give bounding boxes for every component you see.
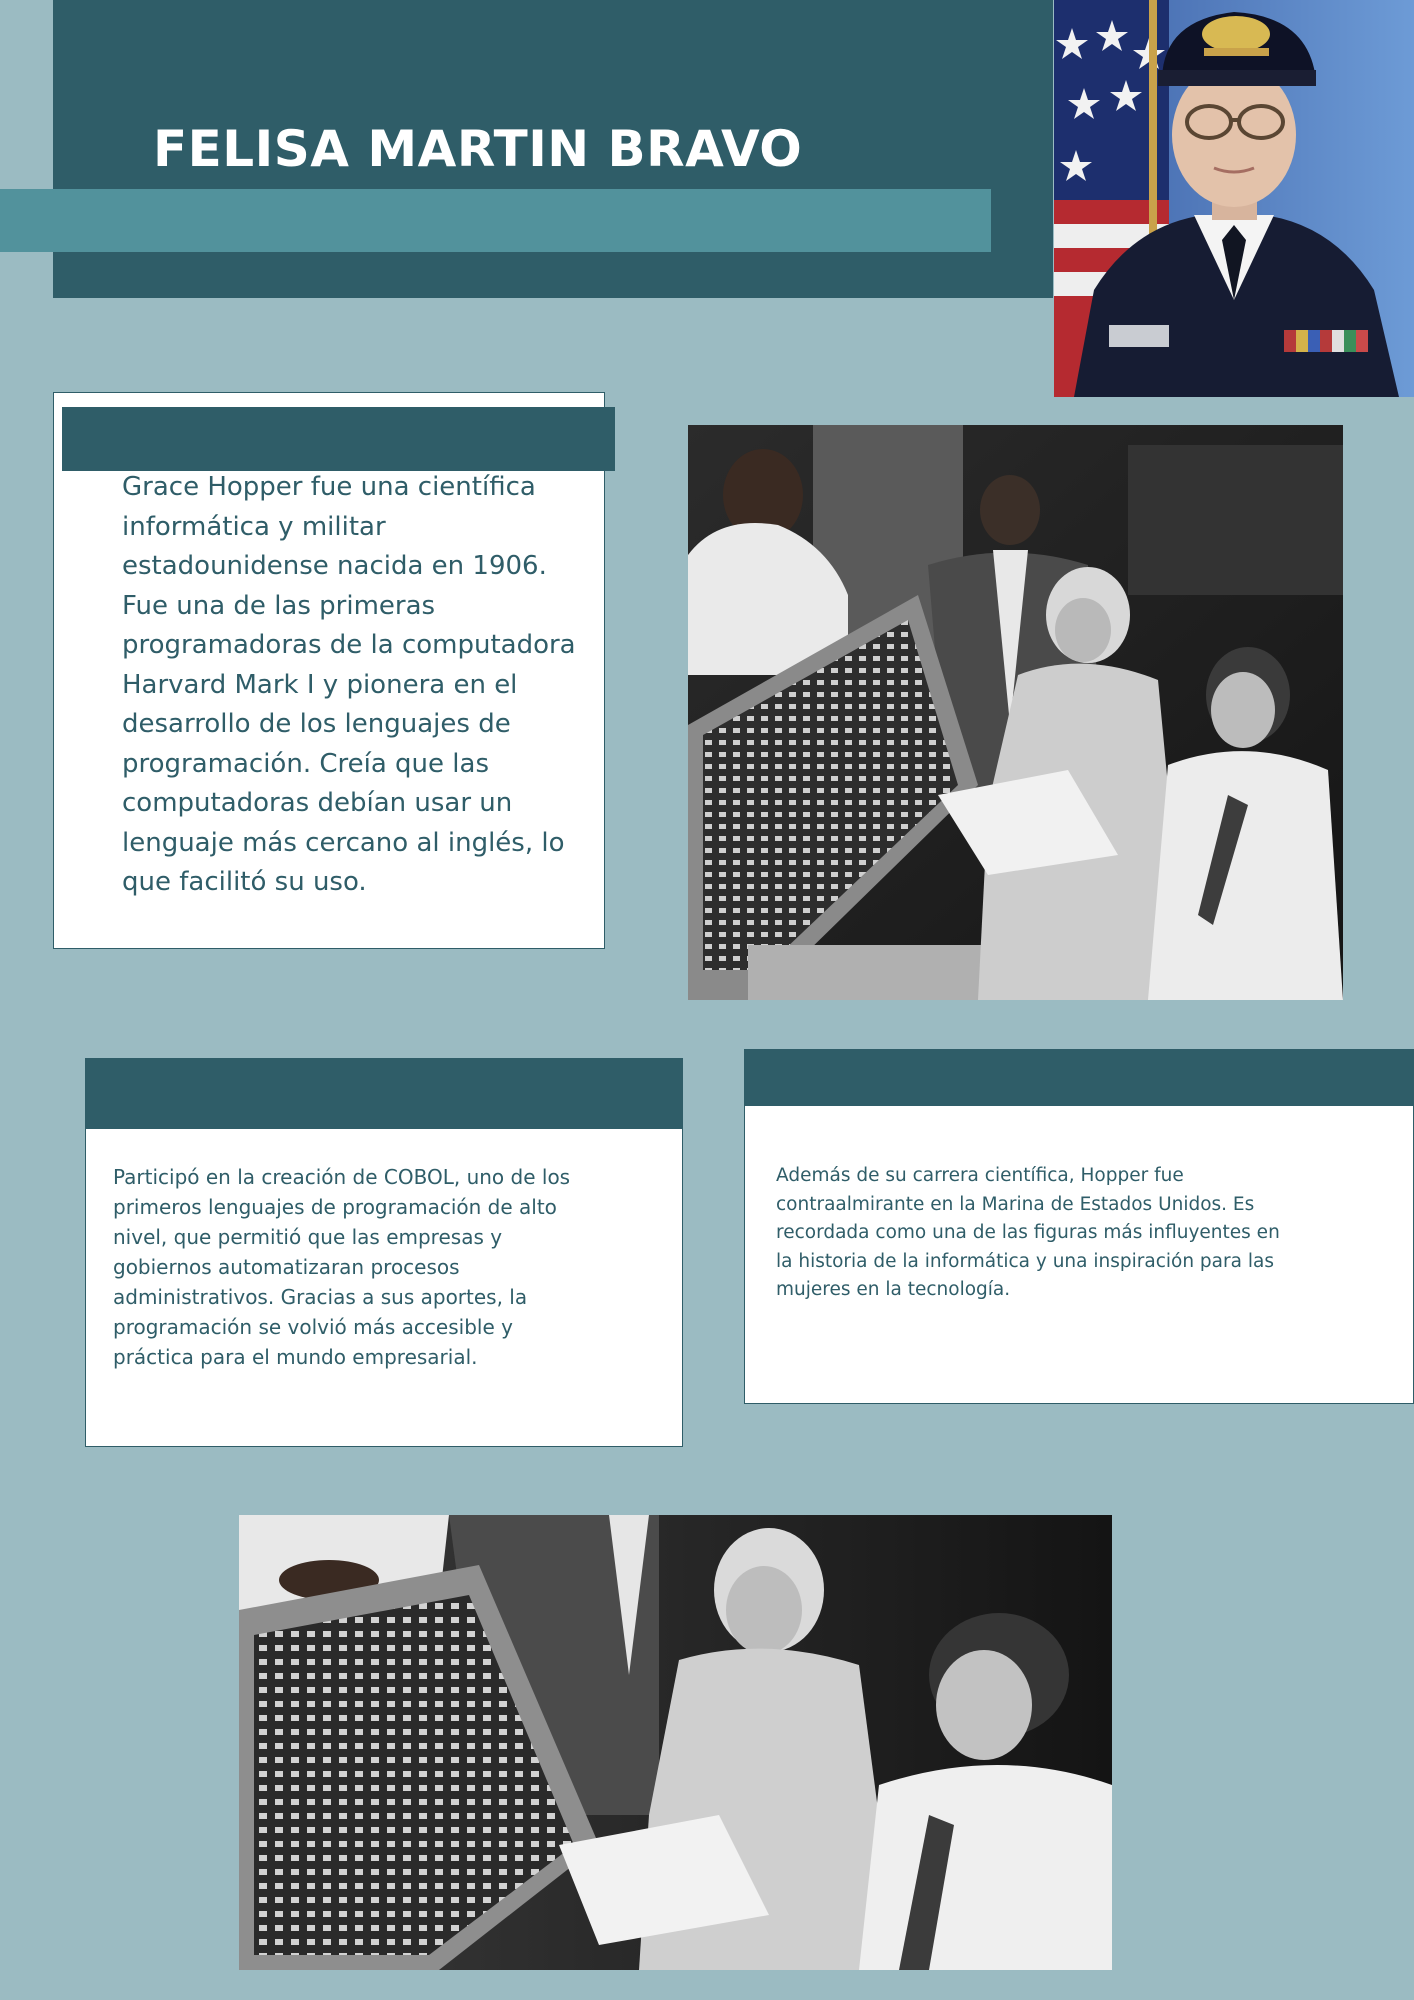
intro-card-header-bar [62, 407, 615, 471]
cobol-card-header-bar [85, 1058, 683, 1128]
cobol-text: Participó en la creación de COBOL, uno de los primeros lenguajes de programación de alto nivel, que permitió que las empresas y gobiernos automatizaran procesos administrativos. Gracias a sus aportes, la programación se volvió más accesible y práctica para el mundo empresarial. [113, 1165, 571, 1369]
intro-text: Grace Hopper fue una científica informática y militar estadounidense nacida en 1906. Fue una de las primeras programadoras de la computadora Harvard Mark I y pionera en el desarrollo de los lenguajes de programación. Creía que las computadoras debían usar un lenguaje más cercano al inglés, lo que facilitó su uso. [122, 472, 576, 897]
page-title: FELISA MARTIN BRAVO [153, 120, 803, 178]
navy-card-header-bar [744, 1049, 1414, 1105]
univac-console-photo [688, 425, 1343, 1000]
univac-console-closeup-photo [239, 1515, 1112, 1970]
navy-text: Además de su carrera científica, Hopper fue contraalmirante en la Marina de Estados Unidos. Es recordada como una de las figuras más influyentes en la historia de la informática y una inspiración para las mujeres en la tecnología. [776, 1165, 1280, 1300]
portrait-photo [1054, 0, 1414, 397]
header-accent-band [0, 189, 991, 252]
